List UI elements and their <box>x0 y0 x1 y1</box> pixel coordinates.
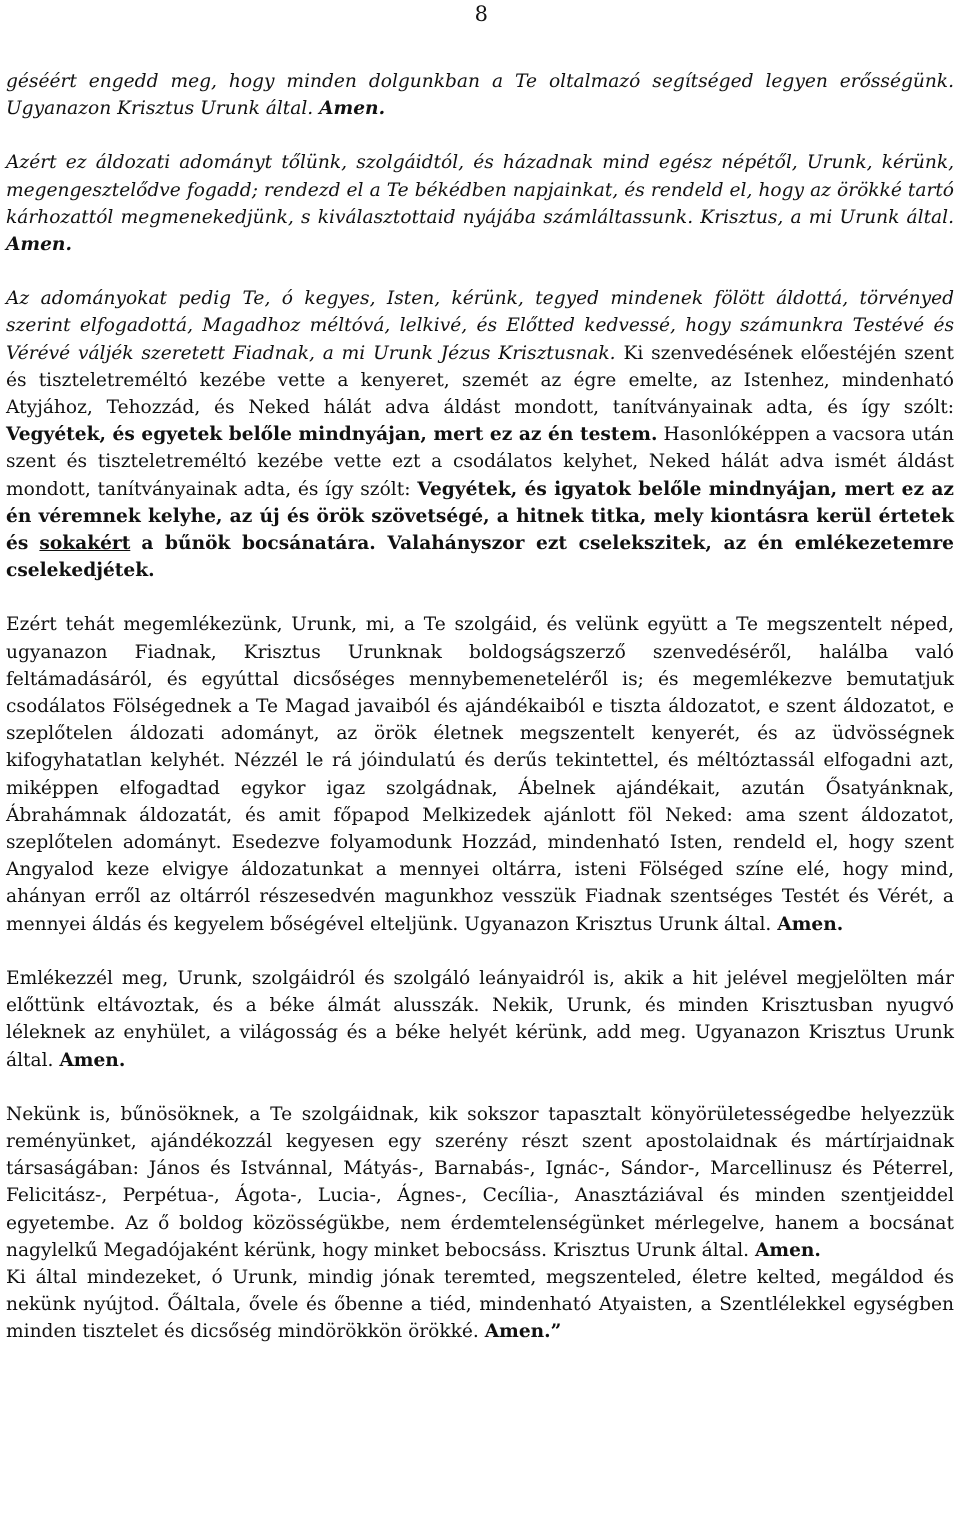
paragraph-6 <box>6 1101 954 1264</box>
paragraph-3-bold-2: Vegyétek, és igyatok belőle mindnyájan, mert ez az én véremnek kelyhe, az új és örök szövetségé, a hitnek titka, mely kiontásra kerül értetek és <box>6 478 954 555</box>
paragraph-3-bold-underlined: sokakért <box>39 533 131 555</box>
paragraph-4-amen: Amen. <box>777 913 844 935</box>
paragraph-5 <box>6 965 954 1074</box>
paragraph-3-bold-3: a bűnök bocsánatára. Valahányszor ezt cselekszitek, az én emlékezetemre cselekedjétek. <box>6 533 954 582</box>
paragraph-7 <box>6 1264 954 1346</box>
paragraph-7-text: Ki által mindezeket, ó Urunk, mindig jónak teremted, megszenteled, életre kelted, megáldod és nekünk nyújtod. Őáltala, ővele és őbenne a tiéd, mindenható Atyaisten, a Szentlélekkel egységben minden tisztelet és dicsőség mindörökkön örökké. <box>6 1266 954 1343</box>
paragraph-4 <box>6 611 954 937</box>
paragraph-3-plain-1: Ki szenvedésének előestéjén szent és tiszteletreméltó kezébe vette a kenyeret, szemét az égre emelte, az Istenhez, mindenható Atyjához, Tehozzád, és Neked hálát adva áldást mondott, tanítványainak adta, és így szólt: <box>6 342 955 419</box>
paragraph-3-plain-2: Hasonlóképpen a vacsora után szent és tiszteletreméltó kezébe vette ezt a csodálatos kelyhet, Neked hálát adva ismét áldást mondott, tanítványainak adta, és így szólt: <box>6 424 954 500</box>
paragraph-4-text: Ezért tehát megemlékezünk, Urunk, mi, a Te szolgáid, és velünk együtt a Te megszentelt néped, ugyanazon Fiadnak, Krisztus Urunknak boldogságszerző szenvedéséről, halálba való feltámadásáról, és egyúttal dicsőséges mennybemeneteléről is; és megemlékezve bemutatjuk csodálatos Fölségednek a Te Magad javaiból és ajándékaiból e tiszta áldozatot, e szent áldozatot, e szeplőtelen áldozati adományt, az örök életnek megszentelt kenyerét, és az üdvösségnek kifogyhatatlan kelyhét. Nézzél le rá jóindulatú és derűs tekintettel, és méltóztassál elfogadni azt, miképpen elfogadtad egykor igaz szolgádnak, Ábelnek ajándékait, azután Ősatyánknak, Ábrahámnak áldozatát, és amit főpapod Melkizedek ajánlott föl Neked: ama szent áldozatot, szeplőtelen adományt. Esedezve folyamodunk Hozzád, mindenható Isten, rendeld el, hogy szent Angyalod keze elvigye áldozatunkat a mennyei oltárra, isteni Fölséged színe elé, hogy mind, ahányan erről az oltárról részesedvén magunkhoz vesszük Fiadnak szentséges Testét és Vérét, a mennyei áldás és kegyelem bőségével elteljünk. Ugyanazon Krisztus Urunk által. <box>6 614 954 935</box>
paragraph-6-amen: Amen. <box>754 1239 821 1261</box>
paragraph-3 <box>6 285 954 584</box>
paragraph-6-text: Nekünk is, bűnösöknek, a Te szolgáidnak, kik sokszor tapasztalt könyörületességedbe helyezzük reményünket, ajándékozzál kegyesen egy szerény részt szent apostolaidnak és mártírjaidnak társaságában: János és Istvánnal, Mátyás-, Barnabás-, Ignác-, Sándor-, Marcellinusz és Péterrel, Felicitász-, Perpétua-, Ágota-, Lucia-, Ágnes-, Cecília-, Anasztáziával és minden szentjeiddel egyetembe. Az ő boldog közösségükbe, nem érdemtelenségünket mérlegelve, hanem a bocsánat nagylelkű Megadójaként kérünk, hogy minket bebocsáss. Krisztus Urunk által. <box>6 1103 954 1261</box>
paragraph-3-bold-1: Vegyétek, és egyetek belőle mindnyájan, mert ez az én testem. <box>6 424 658 446</box>
paragraph-1 <box>6 68 954 122</box>
paragraph-1-amen: Amen. <box>319 98 386 120</box>
paragraph-5-text: Emlékezzél meg, Urunk, szolgáidról és szolgáló leányaidról is, akik a hit jelével megjelölten már előttünk eltávoztak, és a béke álmát alusszák. Nekik, Urunk, és minden Krisztusban nyugvó léleknek az enyhület, a világosság és a béke helyét kérünk, add meg. Ugyanazon Krisztus Urunk által. <box>6 967 954 1071</box>
page-number: 8 <box>474 2 488 26</box>
document-body <box>6 68 954 1346</box>
paragraph-2-amen: Amen. <box>6 234 72 256</box>
paragraph-1-text: géséért engedd meg, hogy minden dolgunkban a Te oltalmazó segítséged legyen erősségünk. Ugyanazon Krisztus Urunk által. <box>6 71 954 120</box>
paragraph-3-italic: Az adományokat pedig Te, ó kegyes, Isten, kérünk, tegyed mindenek fölött áldottá, törvényed szerint elfogadottá, Magadhoz méltóvá, lelkivé, és Előtted kedvessé, hogy számunkra Testévé és Vérévé váljék szeretett Fiadnak, a mi Urunk Jézus Krisztusnak. <box>6 288 954 364</box>
paragraph-5-amen: Amen. <box>59 1049 126 1071</box>
paragraph-2 <box>6 149 954 258</box>
paragraph-2-text: Azért ez áldozati adományt tőlünk, szolgáidtól, és házadnak mind egész népétől, Urunk, kérünk, megengesztelődve fogadd; rendezd el a Te békédben napjainkat, és rendeld el, hogy az örökké tartó kárhozattól megmenekedjünk, s kiválasztottaid nyájába számláltassunk. Krisztus, a mi Urunk által. <box>6 152 954 228</box>
paragraph-7-amen: Amen.” <box>484 1321 562 1343</box>
